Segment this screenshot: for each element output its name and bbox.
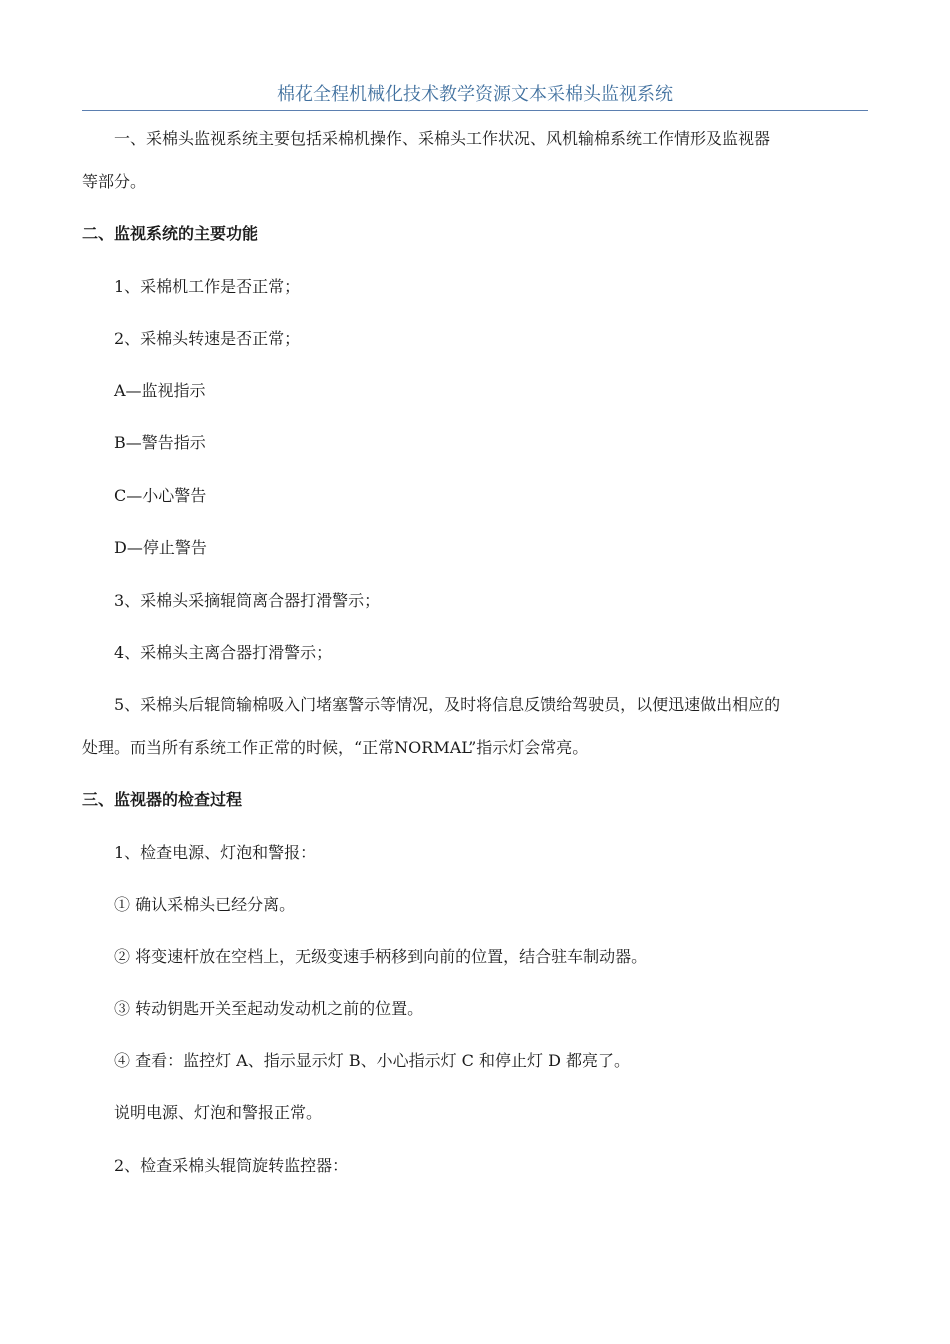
list-item: B—警告指示 <box>114 433 206 452</box>
list-item: 1、采棉机工作是否正常； <box>114 277 301 296</box>
section2-paragraph5-line1: 5、采棉头后辊筒输棉吸入门堵塞警示等情况，及时将信息反馈给驾驶员，以便迅速做出相应的 <box>114 695 781 714</box>
list-item: ③ 转动钥匙开关至起动发动机之前的位置。 <box>114 999 424 1018</box>
section3-heading: 三、监视器的检查过程 <box>82 790 243 809</box>
list-item: ② 将变速杆放在空档上，无级变速手柄移到向前的位置，结合驻车制动器。 <box>114 947 648 966</box>
section1-paragraph-line2: 等部分。 <box>82 172 147 191</box>
list-item: 说明电源、灯泡和警报正常。 <box>114 1103 323 1122</box>
list-item: 2、检查采棉头辊筒旋转监控器： <box>114 1156 349 1175</box>
page-header-title: 棉花全程机械化技术教学资源文本采棉头监视系统 <box>82 82 868 111</box>
list-item: D—停止警告 <box>114 538 207 557</box>
list-item: A—监视指示 <box>114 381 206 400</box>
section1-paragraph-line1: 一、采棉头监视系统主要包括采棉机操作、采棉头工作状况、风机输棉系统工作情形及监视器 <box>114 129 771 148</box>
list-item: 1、检查电源、灯泡和警报： <box>114 843 317 862</box>
list-item: 3、采棉头采摘辊筒离合器打滑警示； <box>114 591 381 610</box>
list-item: ① 确认采棉头已经分离。 <box>114 895 296 914</box>
section2-paragraph5-line2: 处理。而当所有系统工作正常的时候，“正常NORMAL”指示灯会常亮。 <box>82 738 589 757</box>
list-item: C—小心警告 <box>114 486 207 505</box>
list-item: 2、采棉头转速是否正常； <box>114 329 301 348</box>
list-item: 4、采棉头主离合器打滑警示； <box>114 643 333 662</box>
list-item: ④ 查看：监控灯 A、指示显示灯 B、小心指示灯 C 和停止灯 D 都亮了。 <box>114 1051 630 1070</box>
section2-heading: 二、监视系统的主要功能 <box>82 224 259 243</box>
